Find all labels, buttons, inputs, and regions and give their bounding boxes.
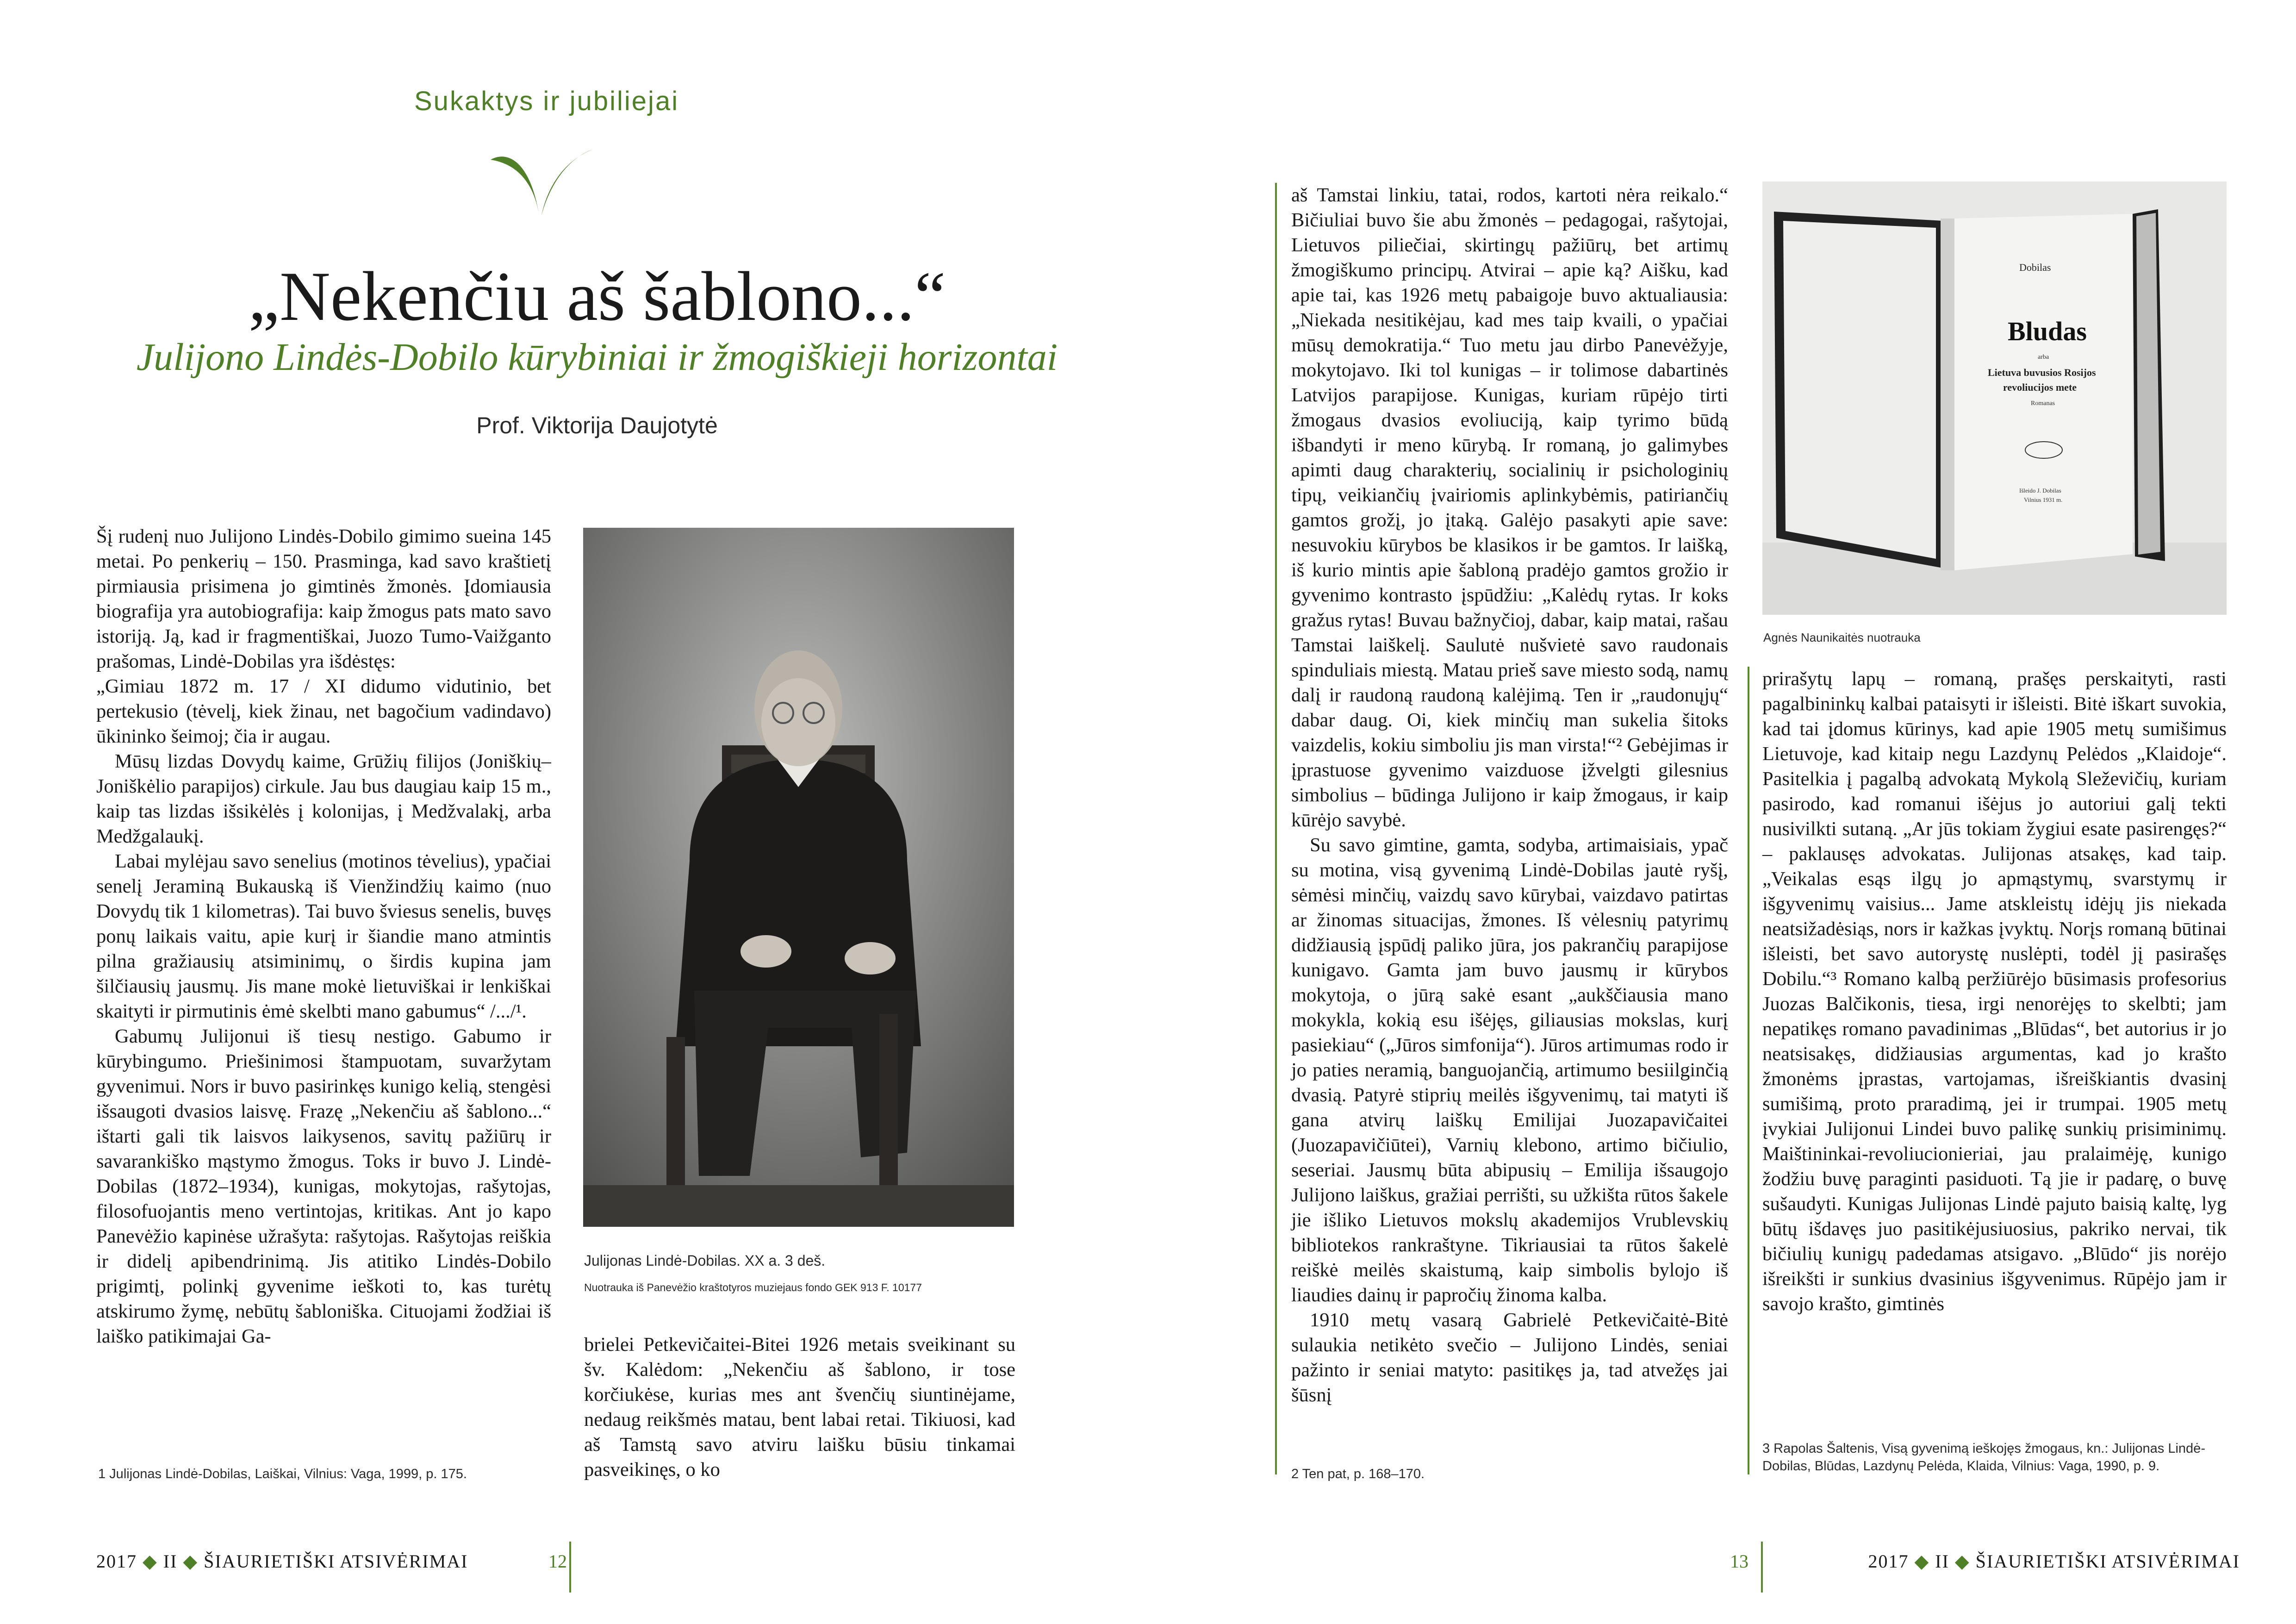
column-rule-right-2 <box>1748 667 1749 1474</box>
footnote-2: 2 Ten pat, p. 168–170. <box>1291 1467 1425 1481</box>
footer-magazine: ŠIAURIETIŠKI ATSIVĖRIMAI <box>204 1551 468 1572</box>
paragraph: brielei Petkevičaitei-Bitei 1926 metais sveikinant su šv. Kalėdom: „Nekenčiu aš šablono, ir tose korčiukėse, kurias mes ant švenčių siuntinėjame, nedaug reikšmės matau, bent labai retai. Tikiuosi, kad aš Tamstą savo atviru laišku būsiu tinkamai pasveikinęs, o ko <box>584 1334 1015 1480</box>
column-rule-right-1 <box>1275 183 1277 1474</box>
paragraph: Šį rudenį nuo Julijono Lindės-Dobilo gimimo sueina 145 metai. Po penkerių – 150. Prasminga, kad savo kraštietį pirmiausia prisimena jo gimtinės žmonės. Įdomiausia biografija yra autobiografija: kaip žmogus pats mato savo istoriją. Ją, kad ir fragmentiškai, Juozo Tumo-Vaižganto prašomas, Lindė-Dobilas yra išdėstęs: <box>96 525 551 672</box>
book-line1: arba <box>2038 354 2049 361</box>
book-title: Bludas <box>2008 316 2087 346</box>
book-image <box>1762 181 2227 615</box>
paragraph: Gabumų Julijonui iš tiesų nestigo. Gabumo ir kūrybingumo. Priešinimosi štampuotam, suvaržytam gyvenimui. Nors ir buvo pasirinkęs kunigo kelią, stengėsi išsaugoti dvasios laisvę. Frazę „Nekenčiu aš šablono...“ ištarti gali tik laisvos laikysenos, savitų pažiūrų ir savarankiško mąstymo žmogus. Toks ir buvo J. Lindė-Dobilas (1872–1934), kunigas, mokytojas, rašytojas, filosofuojantis meno vertintojas, kritikas. Ant jo kapo Panevėžio kapinėse užrašyta: rašytojas. Rašytojas reiškia ir didelį apibendrinimą. Jis atitiko Lindės-Dobilo prigimtį, polinkį gyvenime ieškoti to, kas turėtų atskirumo žymę, nebūtų šabloniška. Cituojami žodžiai iš laiško patikimajai Ga- <box>96 1025 551 1347</box>
book-line4: Romanas <box>2031 400 2055 407</box>
footnote-3: 3 Rapolas Šaltenis, Visą gyvenimą ieškojęs žmogaus, kn.: Julijonas Lindė-Dobilas, Blūdas, Lazdynų Pelėda, Klaida, Vilnius: Vaga, 1990, p. 9. <box>1762 1441 2205 1474</box>
v-ornament-icon <box>488 146 595 220</box>
quote-paragraph: „Gimiau 1872 m. 17 / XI didumo vidutinio, bet pertekusio (tėvelį, kiek žinau, net bagočium vadindavo) ūkininko šeimoj; čia ir augau. <box>96 675 551 747</box>
page-number-right: 13 <box>1730 1551 1748 1572</box>
quote-paragraph: Mūsų lizdas Dovydų kaime, Grūžių filijos (Joniškių–Joniškėlio parapijos) cirkule. Jau bus daugiau kaip 15 m., kaip tas lizdas išsikėlės į kolonijas, į Medžvalakį, arba Medžgalaukį. <box>96 750 551 847</box>
portrait-credit: Nuotrauka iš Panevėžio kraštotyros muziejaus fondo GEK 913 F. 10177 <box>584 1281 922 1293</box>
footer-right <box>1796 1550 2240 1572</box>
diamond-icon: ◆ <box>143 1551 158 1572</box>
section-label: Sukaktys ir jubiliejai <box>414 86 679 116</box>
footer-left <box>96 1550 559 1572</box>
article-subtitle: Julijono Lindės-Dobilo kūrybiniai ir žmogiškieji horizontai <box>136 336 1058 379</box>
page-divider-left <box>569 1542 571 1593</box>
book-caption: Agnės Naunikaitės nuotrauka <box>1763 631 1921 644</box>
footnote-1: 1 Julijonas Lindė-Dobilas, Laiškai, Vilnius: Vaga, 1999, p. 175. <box>98 1467 467 1481</box>
paragraph: 1910 metų vasarą Gabrielė Petkevičaitė-Bitė sulaukia netikėto svečio – Julijono Lindės, seniai pažinto ir seniai matyto: pasitikęs ja, tad atvežęs jai šūsnį <box>1291 1309 1728 1406</box>
footer-year: 2017 <box>1868 1551 1909 1572</box>
footer-issue: II <box>163 1551 178 1572</box>
portrait-caption: Julijonas Lindė-Dobilas. XX a. 3 deš. <box>584 1252 826 1269</box>
book-publisher: Išleido J. Dobilas <box>2019 487 2061 494</box>
quote-paragraph: Labai mylėjau savo senelius (motinos tėvelius), ypačiai senelį Jeraminą Bukauską iš Vienžindžių kaimo (nuo Dovydų tik 1 kilometras). Tai buvo šviesus senelis, buvęs ponų laikais vaitu, apie kurį ir šiandie mano atmintis pilna gražiausių atsiminimų, o širdis kupina jam šilčiausių jausmų. Jis mane mokė lietuviškai ir lenkiškai skaityti ir pirmutinis ėmė skelbti mano gabumus“ /.../¹. <box>96 850 551 1022</box>
book-series: Dobilas <box>2019 262 2051 273</box>
book-photo <box>1762 181 2227 615</box>
article-author: Prof. Viktorija Daujotytė <box>476 412 718 438</box>
book-line2: Lietuva buvusios Rosijos <box>1988 367 2096 378</box>
page-number-left: 12 <box>548 1551 567 1572</box>
portrait-photo <box>583 528 1014 1227</box>
diamond-icon: ◆ <box>183 1551 199 1572</box>
text-column-4 <box>1762 667 2227 1317</box>
book-place: Vilnius 1931 m. <box>2024 496 2063 503</box>
book-line3: revoliucijos mete <box>2003 381 2077 393</box>
paragraph: aš Tamstai linkiu, tatai, rodos, kartoti nėra reikalo.“ Bičiuliai buvo šie abu žmonės – pedagogai, rašytojai, Lietuvos piliečiai, skirtingų pažiūrų, bet artimų žmogiškumo principų. Atvirai – apie ką? Aišku, kad apie tai, kas 1926 metų pabaigoje buvo aktualiausia: „Niekada nesitikėjau, kad mes taip kvaili, o ypačiai mūsų demokratija.“ Tuo metu jau dirbo Panevėžyje, mokytojavo. Iki tol kunigas – ir tolimose dabartinės Latvijos parapijose. Kunigas, kuriam rūpėjo tirti žmogaus dvasios evoliuciją, kaip tyrimo būdą išbandyti ir meno kūrybą. Ir romaną, jo galimybes apimti daug charakterių, socialinių ir psichologinių tipų, veikiančių įvairiomis aplinkybėmis, patiriančių gamtos grožį, jo įtaką. Galėjo pasakyti apie save: nesuvokiu kūrybos be klasikos ir be gamtos. Ir laišką, iš kurio mintis apie šabloną pradėjo gamtos grožio ir gyvenimo kontrasto įspūdžiu: „Kalėdų rytas. Ir koks gražus rytas! Buvau bažnyčioj, dabar, kaip matai, rašau Tamstai laiškelį. Saulutė nušvietė savo raudonais spinduliais miestą. Matau prieš save miesto sodą, namų dalį ir raudoną raudoną kalėjimą. Ten ir „raudonųjų“ dabar daug. Oi, kiek minčių man sukelia šitoks vaizdelis, kokiu simboliu jis man virsta!“² Gebėjimas ir įprastuose gyvenimo vaizduose įžvelgti gilesnius simbolius – būdinga Julijono ir kaip žmogaus, ir kaip kūrėjo savybė. <box>1291 184 1728 831</box>
text-column-3 <box>1291 183 1728 1408</box>
text-column-1 <box>96 524 551 1441</box>
diamond-icon: ◆ <box>1954 1551 1970 1572</box>
paragraph: prirašytų lapų – romaną, prašęs perskaityti, rasti pagalbininkų kalbai pataisyti ir išleisti. Bitė iškart suvokia, kad tai įdomus kūrinys, kad apie 1905 metų sumišimus Lietuvoje, kad kitaip negu Lazdynų Pelėdos „Klaidoje“. Pasitelkia į pagalbą advokatą Mykolą Sleževičių, kuriam pasirodo, kad romanui išėjus jo autoriui galį tekti nusivilkti sutaną. „Ar jūs tokiam žygiui esate pasirengęs?“ – paklausęs advokatas. Julijonas atsakęs, kad taip. „Veikalas esąs ilgų jo apmąstymų, svarstymų ir išgyvenimų vaisius... Jame atskleistų idėjų jis niekada neatsižadėsiąs, nors ir kažkas įvyktų. Norįs romaną būtinai išleisti, bet savo autorystę nuslėpti, todėl jį pasirašęs Dobilu.“³ Romano kalbą peržiūrėjo būsimasis profesorius Juozas Balčikonis, tiesa, irgi nenorėjęs to skelbti; jam nepatikęs romano pavadinimas „Blūdas“, bet autorius ir jo neatsisakęs, didžiausias argumentas, kad jo krašto žmonėms įprastas, vartojamas, išreiškiantis dvasinį sumišimą, proto praradimą, jei ir trumpai. 1905 metų įvykiai Julijonui Lindei buvo palikę sunkių prisiminimų. Maištininkai-revoliucionieriai, jau pralaimėję, kunigo žodžiu buvę paraginti pasiduoti. Tą jie ir padarę, o buvę sušaudyti. Kunigas Julijonas Lindė pajuto baisią kaltę, lyg būtų išdavęs juo pasitikėjusiuosius, pakriko nervai, tik bičiulių kunigų padedamas atsigavo. „Blūdo“ jis norėjo išreikšti ir sunkius dvasinius išgyvenimus. Rūpėjo jam ir savojo krašto, gimtinės <box>1762 668 2227 1315</box>
page-divider-right <box>1761 1542 1763 1593</box>
footer-issue: II <box>1935 1551 1949 1572</box>
text-column-2 <box>584 1332 1015 1482</box>
paragraph: Su savo gimtine, gamta, sodyba, artimaisiais, ypač su motina, visą gyvenimą Lindė-Dobilas jautė ryšį, sėmėsi minčių, vaizdų savo kūrybai, vaizdavo patirtas ar žinomas situacijas, žmones. Iš vėlesnių patyrimų didžiausią įspūdį paliko jūra, jos pakrančių parapijose kunigavo. Gamta jam buvo jausmų ir kūrybos mokytoja, o jūrą sakė esant „aukščiausia mano mokykla, kokią esu išėjęs, giliausias mokslas, kurį pasiekiau“ („Jūros simfonija“). Jūros artimumas rodo ir jo paties neramią, banguojančią, artimumo besiilginčią dvasią. Patyrė stiprių meilės išgyvenimų, tai matyti iš gana atvirų laiškų Emilijai Juozapavičaitei (Juozapavičiūtei), Varnių klebono, artimo bičiulio, seseriai. Jausmų būta abipusių – Emilija išsaugojo Julijono laiškus, gražiai perrišti, su užkišta rūtos šakele jie išliko Lietuvos mokslų akademijos Vrublevskių bibliotekos rankraštyne. Tikriausiai ta rūtos šakelė reiškė meilės skaistumą, kaip simbolis bylojo iš liaudies dainų ir papročių žinoma kalba. <box>1291 834 1728 1306</box>
footer-magazine: ŠIAURIETIŠKI ATSIVĖRIMAI <box>1975 1551 2240 1572</box>
footer-year: 2017 <box>96 1551 137 1572</box>
article-title: „Nekenčiu aš šablono...“ <box>248 257 946 335</box>
diamond-icon: ◆ <box>1914 1551 1930 1572</box>
portrait-image <box>583 528 1014 1227</box>
